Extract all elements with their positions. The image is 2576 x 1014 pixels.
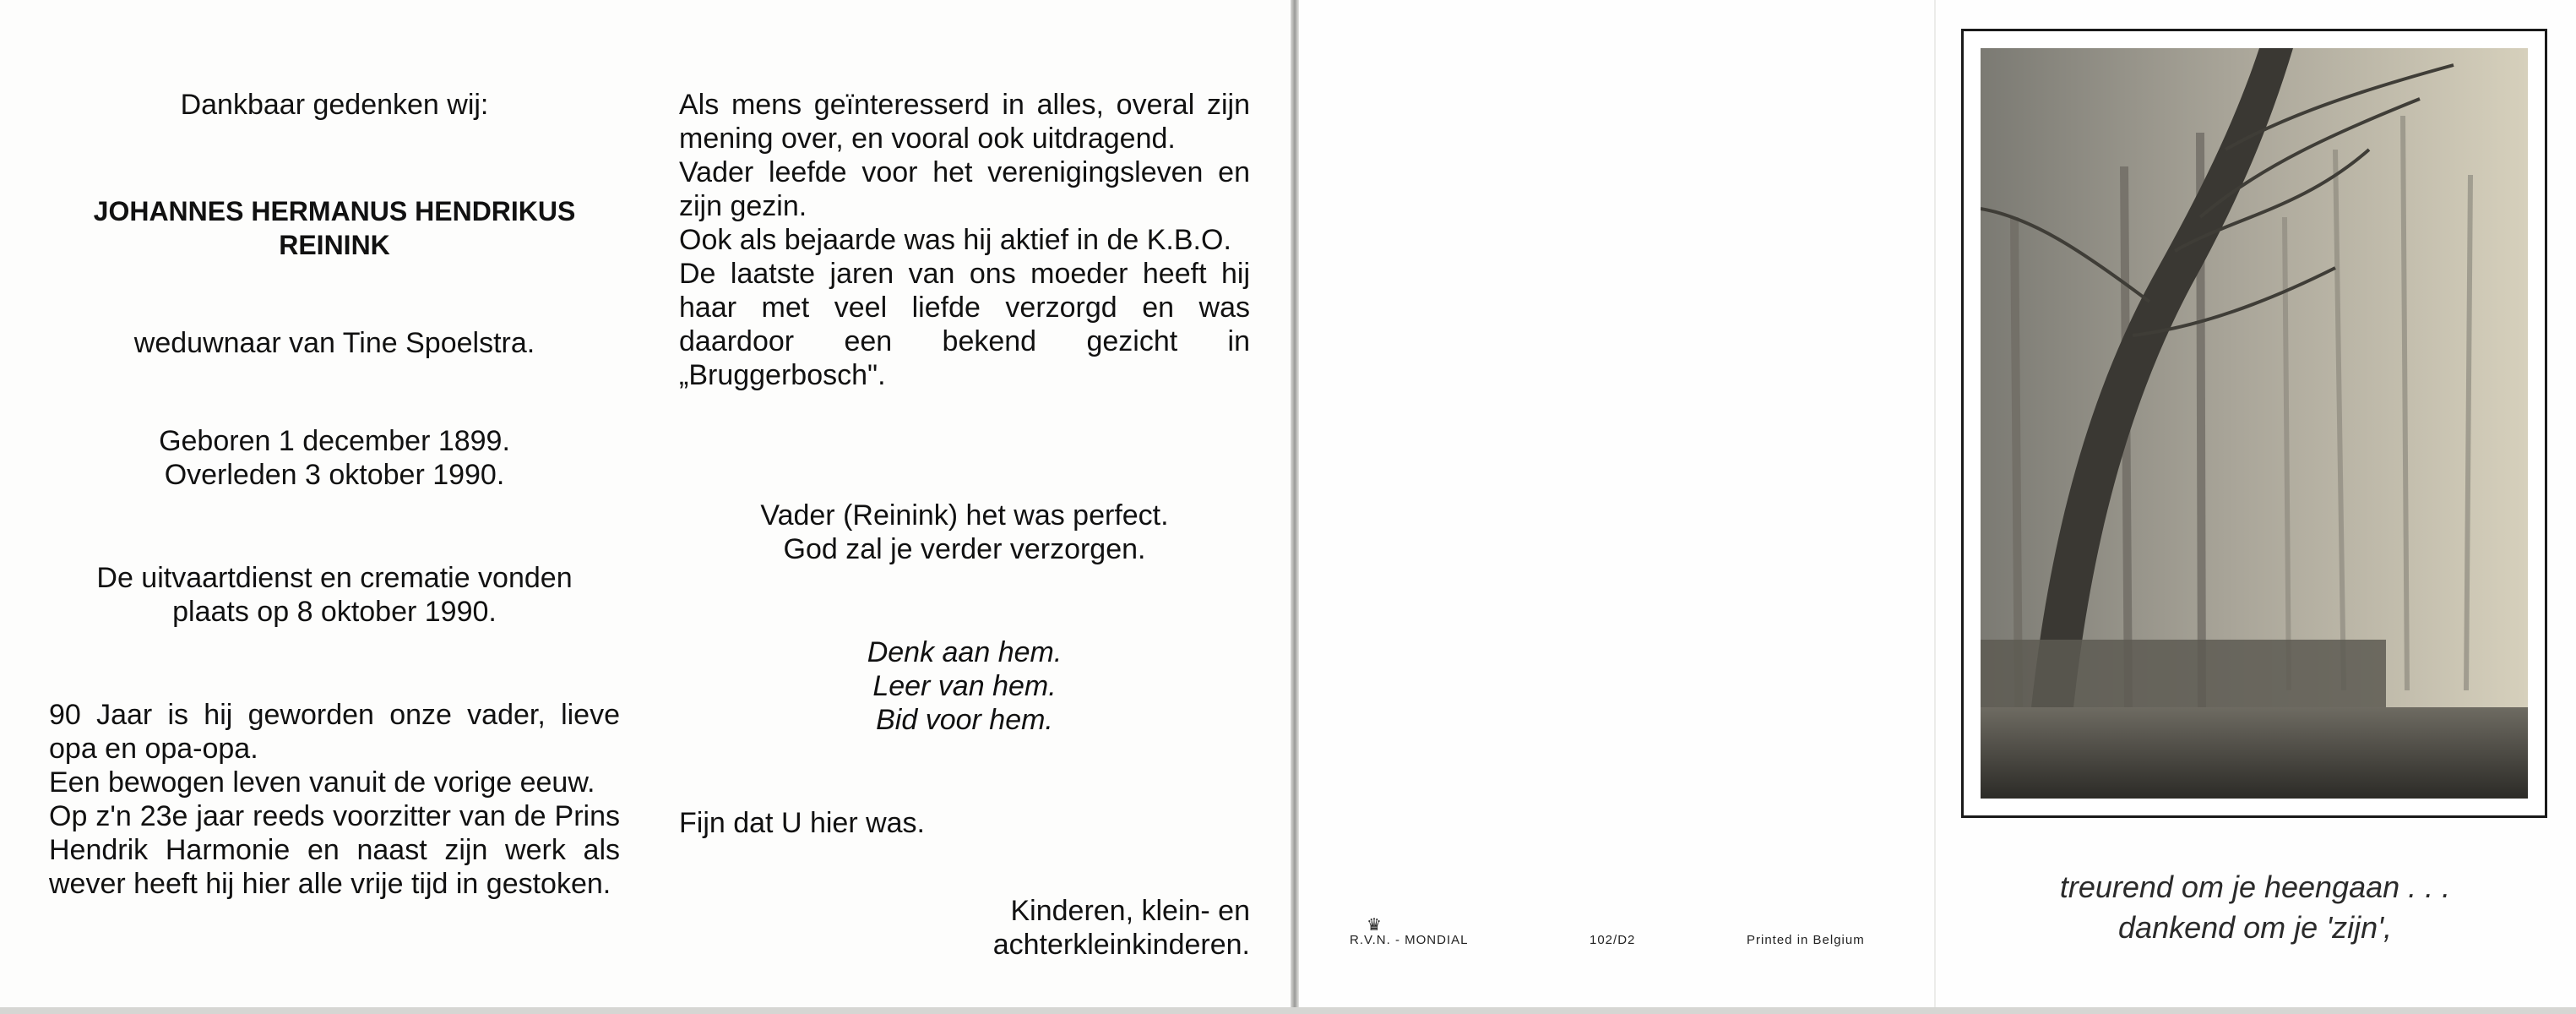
prayer-line-2: Leer van hem. — [872, 670, 1057, 702]
printed-in-note: Printed in Belgium — [1747, 933, 1865, 947]
service-line-2: plaats op 8 oktober 1990. — [172, 596, 497, 628]
inside-spread — [0, 0, 1291, 1007]
deceased-name — [49, 194, 620, 262]
card-fold — [1291, 0, 1299, 1014]
prayer — [679, 635, 1250, 737]
bio-paragraph: Vader leefde voor het verenigingsleven en zijn gezin. — [679, 156, 1250, 222]
printer-logo-icon: ♛ — [1367, 916, 1383, 935]
bio-paragraph: Als mens geïnteresserd in alles, overal zijn mening over, en vooral ook uitdragend. — [679, 89, 1250, 155]
card-bottom-edge — [0, 1007, 2576, 1014]
bio-paragraph: De laatste jaren van ons moeder heeft hij haar met veel liefde verzorgd en was daardoor een bekend gezicht in „Bruggerbosch". — [679, 258, 1250, 391]
misty-forest-photo-icon — [1981, 48, 2528, 799]
life-paragraph: Een bewogen leven vanuit de vorige eeuw. — [49, 766, 595, 799]
motto — [679, 499, 1250, 566]
caption-line-1: treurend om je heengaan . . . — [2059, 870, 2451, 904]
widower-note: weduwnaar van Tine Spoelstra. — [133, 327, 535, 359]
bio-paragraph: Ook als bejaarde was hij aktief in de K.B.O. — [679, 224, 1231, 256]
name-line-1: JOHANNES HERMANUS HENDRIKUS — [93, 196, 576, 226]
life-dates — [49, 424, 620, 492]
intro-heading: Dankbaar gedenken wij: — [180, 89, 489, 121]
motto-line-1: Vader (Reinink) het was perfect. — [760, 499, 1169, 532]
birth-date: Geboren 1 december 1899. — [159, 425, 510, 457]
caption-line-2: dankend om je 'zijn', — [2118, 910, 2392, 945]
signature-line-1: Kinderen, klein- en — [1010, 895, 1250, 927]
life-paragraph: Op z'n 23e jaar reeds voorzitter van de Prins Hendrik Harmonie en naast zijn werk als wever heeft hij hier alle vrije tijd in gestoken. — [49, 800, 620, 900]
prayer-line-1: Denk aan hem. — [867, 636, 1062, 668]
photo-frame — [1961, 29, 2547, 818]
motto-line-2: God zal je verder verzorgen. — [783, 533, 1146, 565]
name-line-2: REININK — [279, 230, 390, 260]
death-date: Overleden 3 oktober 1990. — [164, 459, 505, 491]
life-paragraph: 90 Jaar is hij geworden onze vader, lieve opa en opa-opa. — [49, 699, 620, 765]
cover-caption — [1968, 867, 2542, 948]
biography — [679, 88, 1250, 392]
service-line-1: De uitvaartdienst en crematie vonden — [96, 562, 573, 594]
thanks-note: Fijn dat U hier was. — [679, 807, 925, 839]
life-story — [49, 698, 620, 901]
printer-code: 102/D2 — [1590, 933, 1636, 947]
printer-name: R.V.N. - MONDIAL — [1350, 933, 1469, 947]
prayer-line-3: Bid voor hem. — [876, 704, 1053, 736]
cover-fold-line — [1934, 0, 1936, 1014]
printer-imprint — [1350, 916, 1890, 958]
signature-line-2: achterkleinkinderen. — [992, 929, 1250, 961]
funeral-service-note — [49, 561, 620, 629]
family-signature — [679, 894, 1250, 962]
